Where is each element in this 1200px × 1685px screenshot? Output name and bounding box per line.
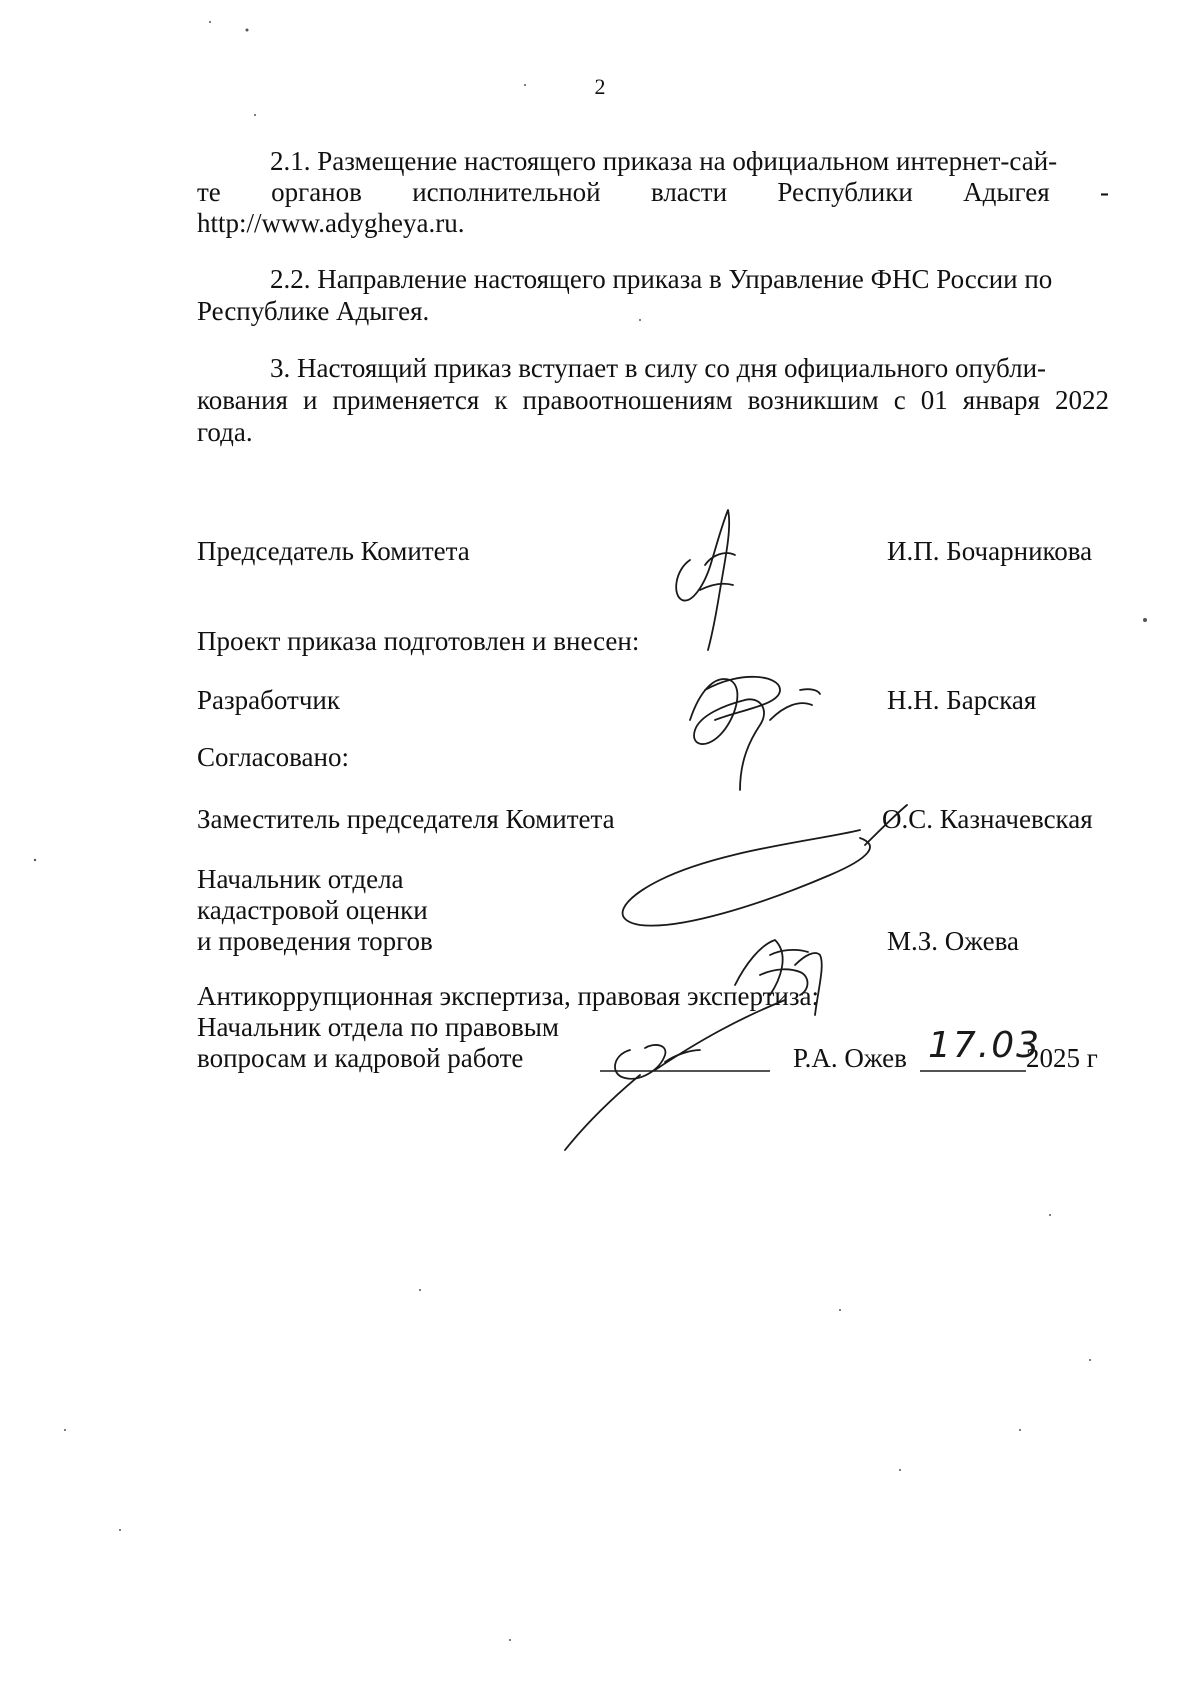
chair-title: Председатель Комитета [197,536,470,566]
legal-head-name: Р.А. Ожев [793,1043,907,1073]
developer-signature [690,677,820,790]
developer-title: Разработчик [197,685,340,715]
paragraph-2-2-line-1: 2.2. Направление настоящего приказа в Управление ФНС России по [270,264,1053,294]
paragraph-2-1-line-2 [197,176,1109,208]
year-suffix: 2025 г [1026,1043,1098,1073]
deputy-name: О.С. Казначевская [882,804,1093,834]
legal-head-line-1: Начальник отдела по правовым [197,1012,559,1042]
head-dept-line-3: и проведения торгов [197,926,433,956]
paragraph-3-line-1: 3. Настоящий приказ вступает в силу со дня официального опубли- [270,353,1047,383]
head-dept-name: М.З. Ожева [887,926,1019,956]
deputy-title: Заместитель председателя Комитета [197,804,615,834]
head-dept-line-2: кадастровой оценки [197,895,428,925]
handwritten-date: 17.03 [928,1025,1042,1066]
legal-head-line-2: вопросам и кадровой работе [197,1043,524,1073]
developer-name: Н.Н. Барская [887,685,1037,715]
chair-signature [676,510,735,650]
paragraph-2-1-line-2-text: те органов исполнительной власти Республики Адыгея - [197,177,1109,207]
chair-name: И.П. Бочарникова [887,536,1093,566]
paragraph-2-1-line-3: http://www.adygheya.ru. [197,208,465,238]
paragraph-2-2-line-2: Республике Адыгея. [197,296,430,326]
paragraph-2-1-line-1: 2.1. Размещение настоящего приказа на официальном интернет-сай- [270,146,1058,176]
paragraph-3-line-2-wrap [197,384,1109,416]
page-number: 2 [594,74,606,99]
project-prepared-label: Проект приказа подготовлен и внесен: [197,626,640,656]
legal-head-signature [565,1000,785,1150]
deputy-signature [623,805,907,926]
paragraph-3-line-3: года. [197,417,253,447]
agreed-label: Согласовано: [197,742,349,772]
expertise-label: Антикоррупционная экспертиза, правовая экспертиза: [197,981,820,1011]
paragraph-3-line-2: кования и применяется к правоотношениям возникшим с 01 января 2022 [197,385,1109,415]
head-dept-line-1: Начальник отдела [197,864,404,894]
